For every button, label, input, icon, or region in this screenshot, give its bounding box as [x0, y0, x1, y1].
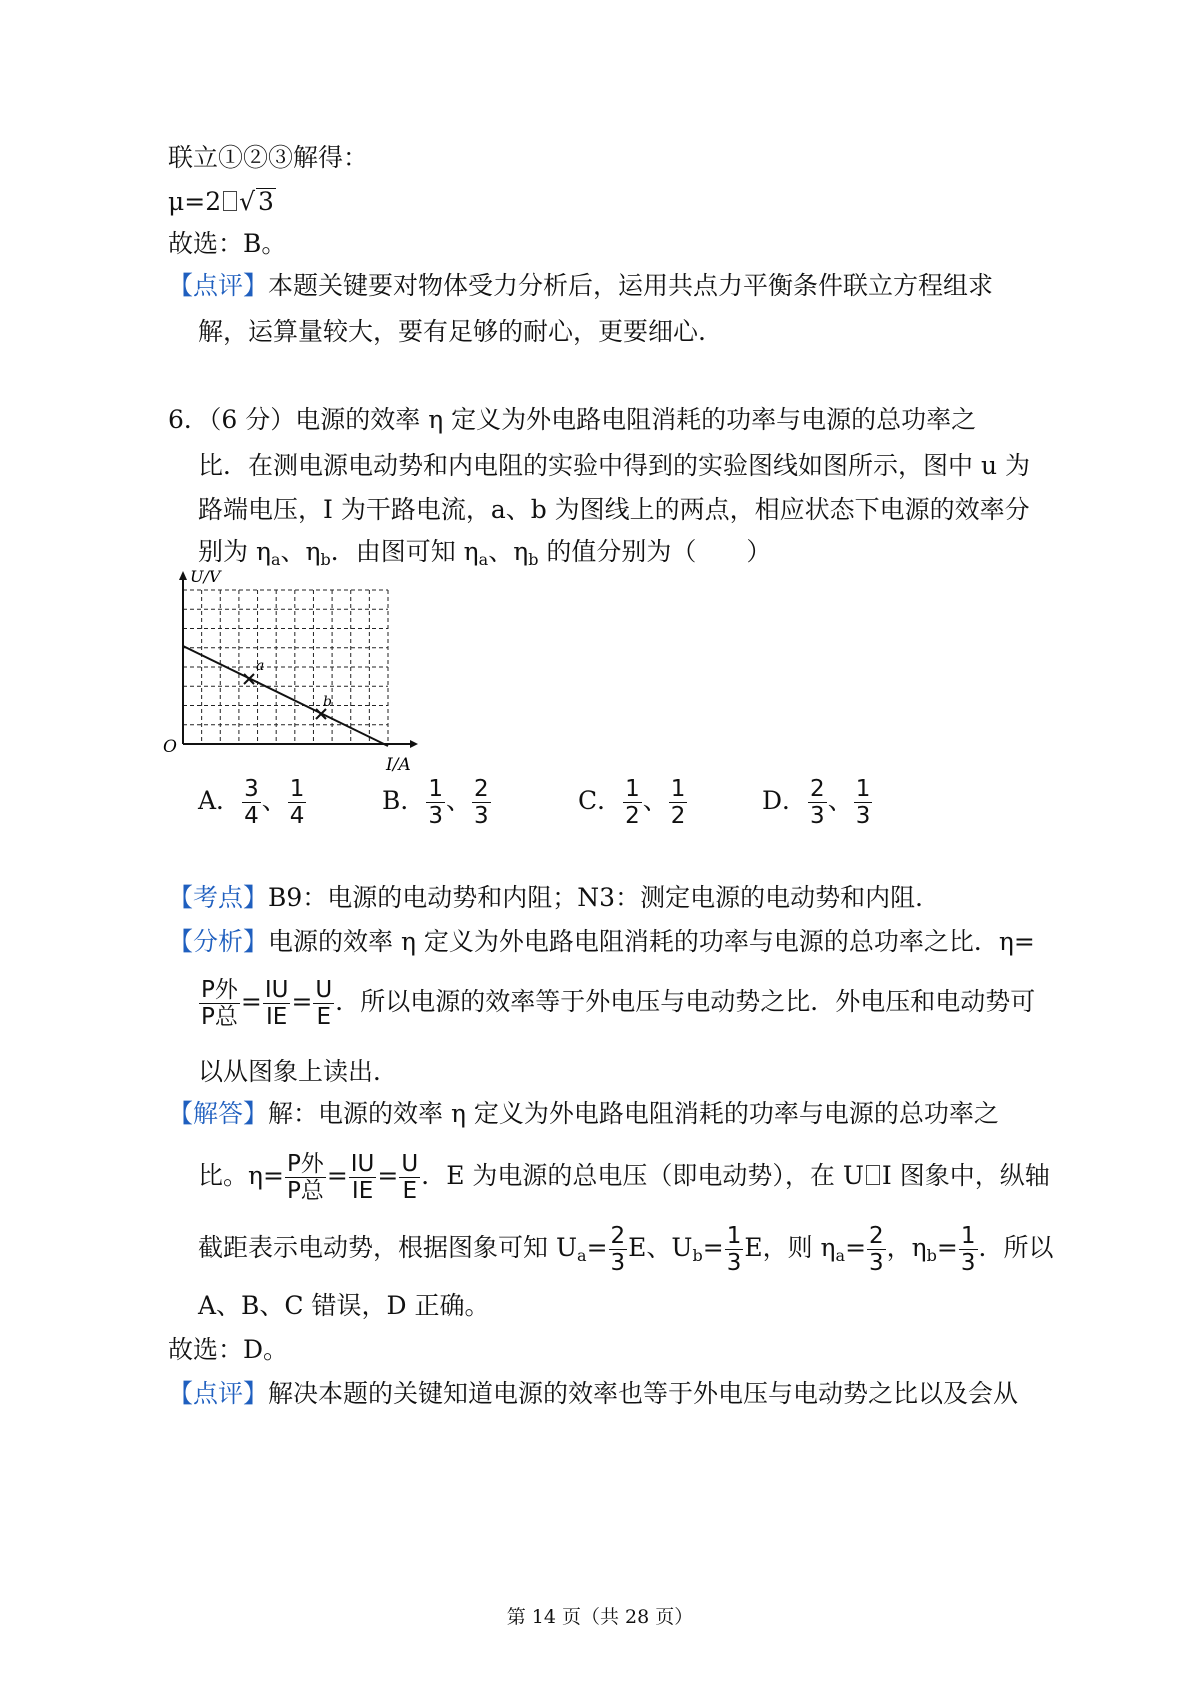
text-seg: ．由图可知 η [330, 537, 479, 566]
text-seg: ，则 η [762, 1233, 836, 1262]
subscript: a [478, 550, 489, 569]
fraction: $\frac{1}{4}$ [289, 776, 305, 829]
equals: = [845, 1233, 867, 1262]
review2-line [168, 1378, 1018, 1410]
question-line-2: 比．在测电源电动势和内电阻的实验中得到的实验图线如图所示，图中 u 为 [198, 451, 1030, 480]
equals: = [936, 1233, 958, 1262]
subscript: a [577, 1246, 587, 1265]
fraction: $\frac{U}{E}$ [401, 1151, 419, 1204]
jieda-tag: 【解答】 [168, 1099, 269, 1128]
y-axis-label: U/V [190, 567, 221, 586]
text-seg: 别为 η [198, 537, 271, 566]
fenxi-text: 电源的效率 η 定义为外电路电阻消耗的功率与电源的总功率之比．η= [268, 927, 1035, 956]
subscript: b [528, 550, 539, 569]
answer-line-2: 故选：D。 [168, 1335, 289, 1364]
kaodian-text: B9：电源的电动势和内阻；N3：测定电源的电动势和内阻． [268, 883, 941, 912]
separator: 、 [446, 786, 472, 815]
text-seg: 截距表示电动势，根据图象可知 U [198, 1233, 578, 1262]
fraction: $\frac{2}{3}$ [610, 1223, 626, 1276]
fraction: $\frac{2}{3}$ [869, 1223, 884, 1276]
fraction: $\frac{2}{3}$ [810, 776, 825, 829]
fenxi-tag: 【分析】 [168, 927, 269, 956]
fraction: $\frac{1}{3}$ [726, 1223, 742, 1276]
text-seg: E [628, 1233, 647, 1262]
fraction: $\frac{2}{3}$ [474, 776, 489, 829]
text-seg: 、η [488, 537, 529, 566]
fraction: $\frac{1}{2}$ [670, 776, 686, 829]
fraction: $\frac{\text{P外}}{\text{P总}}$ [201, 977, 238, 1030]
fraction: $\frac{1}{3}$ [855, 776, 871, 829]
fraction: $\frac{3}{4}$ [244, 776, 259, 829]
fraction: $\frac{\text{P外}}{\text{P总}}$ [286, 1151, 324, 1204]
point-b-label: b [323, 694, 332, 710]
kaodian-line [168, 882, 940, 914]
mu-label: μ=2 [168, 187, 222, 216]
graph-grid [183, 590, 388, 744]
option-d[interactable] [762, 776, 873, 829]
text-seg: ．所以 [978, 1233, 1054, 1262]
separator: 、 [827, 786, 853, 815]
equals: = [702, 1233, 724, 1262]
fraction: $\frac{IU}{IE}$ [264, 977, 289, 1030]
jieda-line-3 [198, 1220, 1054, 1284]
missing-glyph-box [223, 191, 237, 211]
option-letter: A． [198, 786, 242, 815]
text-seg: I 图象中，纵轴 [881, 1161, 1050, 1190]
fenxi-line-3: 以从图象上读出． [198, 1057, 399, 1086]
option-letter: D． [762, 786, 808, 815]
separator: 、 [261, 786, 287, 815]
option-letter: C． [578, 786, 623, 815]
equals: = [291, 987, 313, 1016]
point-a-label: a [256, 658, 265, 674]
jieda-line-2 [198, 1148, 1050, 1204]
equals: = [377, 1161, 399, 1190]
equals: = [326, 1161, 348, 1190]
text-line: 联立①②③解得： [168, 143, 369, 172]
x-axis-label: I/A [386, 755, 411, 775]
jieda-line-4: A、B、C 错误，D 正确。 [198, 1291, 490, 1320]
fraction: $\frac{1}{2}$ [625, 776, 640, 829]
separator: 、 [642, 786, 668, 815]
fraction: $\frac{IU}{IE}$ [350, 1151, 375, 1204]
fraction: $\frac{U}{E}$ [315, 977, 333, 1030]
text-seg: ，η [886, 1233, 927, 1262]
text-seg: E [744, 1233, 763, 1262]
subscript: b [320, 550, 331, 569]
graph-line [183, 646, 388, 746]
option-letter: B． [382, 786, 426, 815]
option-a[interactable] [198, 776, 307, 829]
equals: = [586, 1233, 608, 1262]
fraction: $\frac{1}{3}$ [428, 776, 444, 829]
page-footer: 第 14 页（共 28 页） [506, 1606, 694, 1628]
origin-label: O [163, 737, 177, 757]
u-i-graph [160, 566, 420, 776]
kaodian-tag: 【考点】 [168, 883, 269, 912]
fenxi-line-2 [198, 974, 1035, 1030]
x-axis-arrow [410, 740, 418, 748]
missing-glyph-box [866, 1165, 880, 1185]
question-line-3: 路端电压，I 为干路电流，a、b 为图线上的两点，相应状态下电源的效率分 [198, 495, 1030, 524]
review-tag: 【点评】 [168, 271, 269, 300]
review2-text: 解决本题的关键知道电源的效率也等于外电压与电动势之比以及会从 [268, 1379, 1019, 1408]
fenxi-line-1 [168, 926, 1035, 958]
subscript: a [270, 550, 281, 569]
fenxi-text: ．所以电源的效率等于外电压与电动势之比．外电压和电动势可 [335, 987, 1036, 1016]
text-seg: 比。η= [198, 1161, 284, 1190]
subscript: b [926, 1246, 937, 1265]
jieda-line-1 [168, 1098, 999, 1130]
text-seg: 的值分别为（ ） [538, 537, 772, 566]
y-axis-arrow [179, 571, 187, 580]
subscript: a [835, 1246, 846, 1265]
answer-line: 故选：B。 [168, 229, 287, 258]
review-text: 本题关键要对物体受力分析后，运用共点力平衡条件联立方程组求 [268, 271, 994, 300]
mu-result: μ=2 √ 3 [168, 187, 274, 216]
text-seg: 、U [646, 1233, 693, 1262]
subscript: b [692, 1246, 703, 1265]
text-seg: ．E 为电源的总电压（即电动势），在 U [421, 1161, 864, 1190]
review-line [168, 270, 993, 302]
sqrt-value: 3 [258, 187, 274, 216]
option-c[interactable] [578, 776, 688, 829]
fraction: $\frac{1}{3}$ [960, 1223, 976, 1276]
option-b[interactable] [382, 776, 492, 829]
review-line-2: 解，运算量较大，要有足够的耐心，更要细心. [198, 317, 706, 346]
review2-tag: 【点评】 [168, 1379, 269, 1408]
equals: = [240, 987, 262, 1016]
jieda-text: 解：电源的效率 η 定义为外电路电阻消耗的功率与电源的总功率之 [268, 1099, 999, 1128]
question-line-1: 6．（6 分）电源的效率 η 定义为外电路电阻消耗的功率与电源的总功率之 [168, 405, 977, 434]
text-seg: 、η [280, 537, 321, 566]
